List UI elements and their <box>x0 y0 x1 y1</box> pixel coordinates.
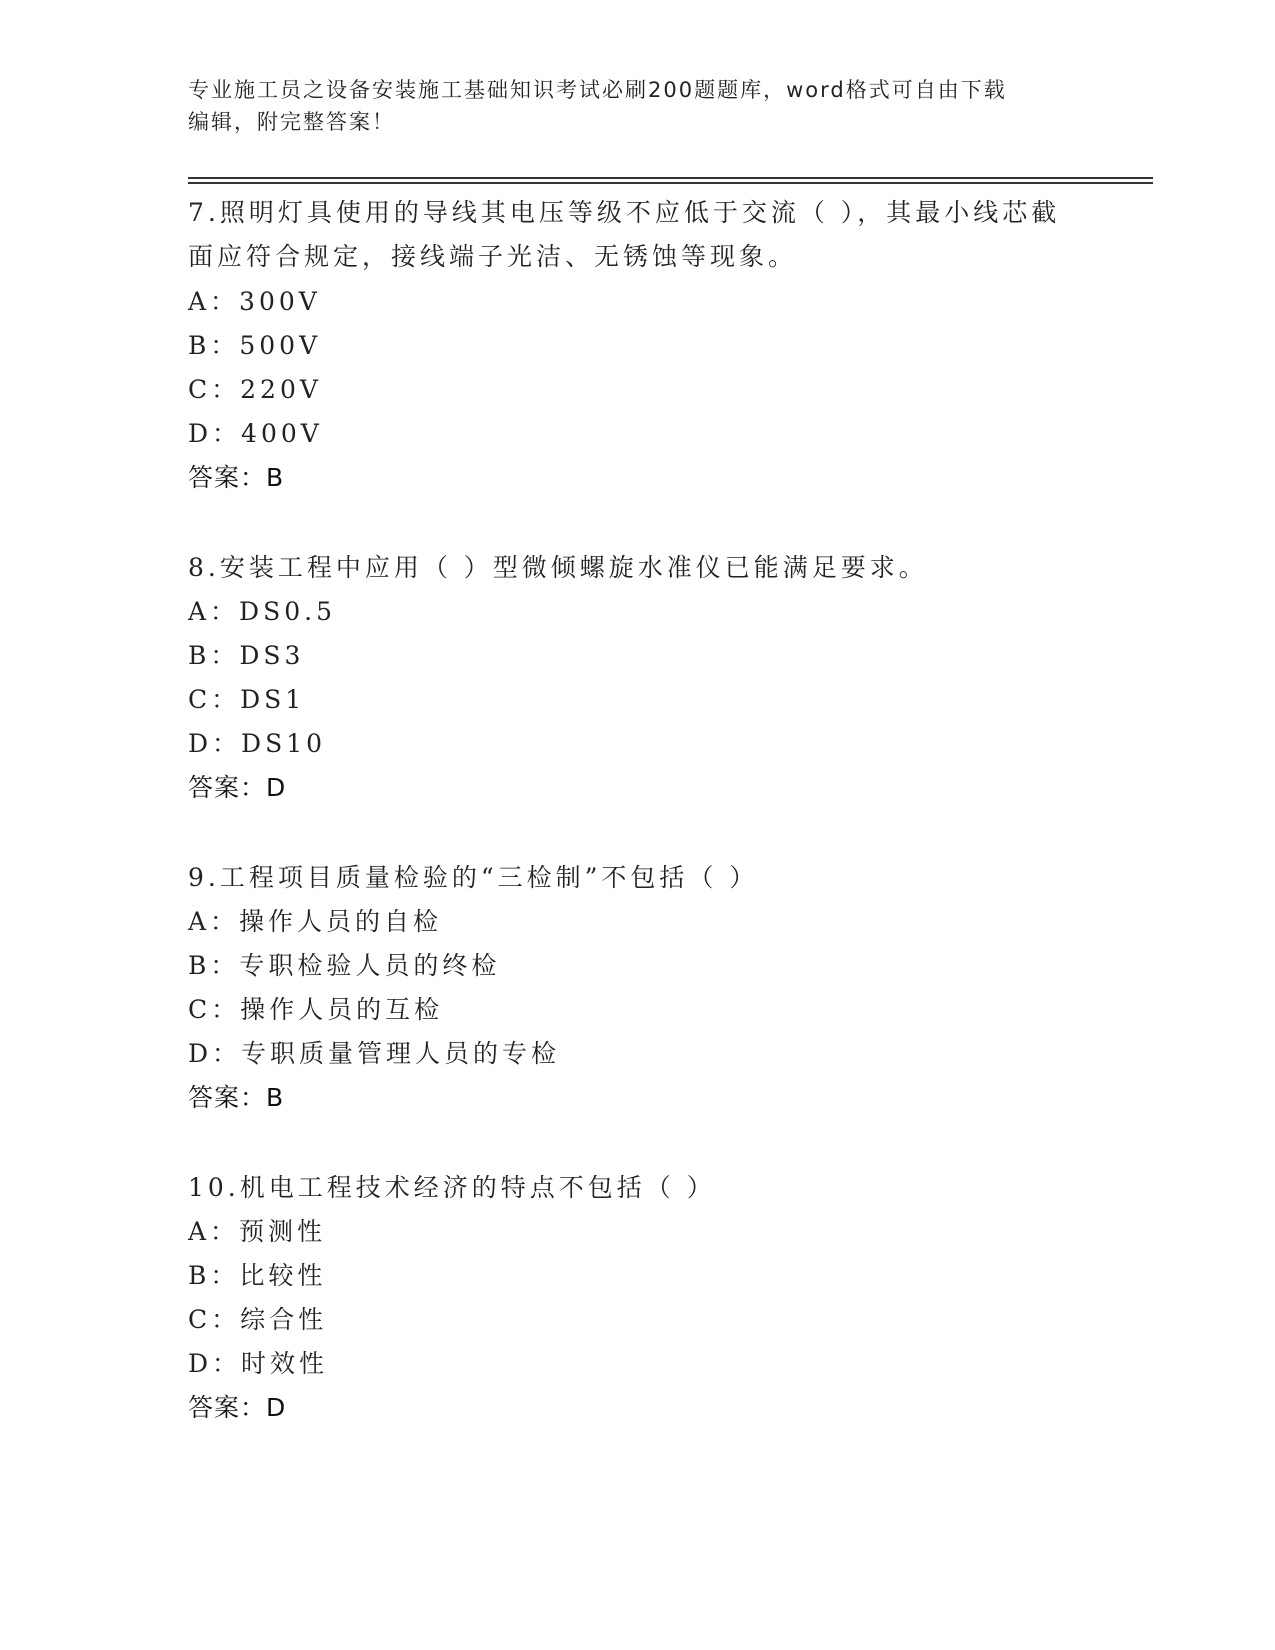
question-7-option-c: C：220V <box>188 375 322 404</box>
question-7-option-d: D：400V <box>188 419 323 448</box>
question-9-stem: 9.工程项目质量检验的“三检制”不包括（ ） <box>188 863 759 892</box>
header-rule-bottom <box>188 182 1153 184</box>
question-7-stem-line-2: 面应符合规定，接线端子光洁、无锈蚀等现象。 <box>188 242 798 271</box>
question-8-answer: 答案：D <box>188 773 287 802</box>
question-9-option-b: B：专职检验人员的终检 <box>188 951 501 980</box>
question-10-option-a: A：预测性 <box>188 1217 327 1246</box>
question-7-option-a: A：300V <box>188 287 321 316</box>
question-7-answer: 答案：B <box>188 463 285 492</box>
question-10-option-d: D：时效性 <box>188 1349 329 1378</box>
question-9-answer: 答案：B <box>188 1083 285 1112</box>
question-8-option-b: B：DS3 <box>188 641 305 670</box>
document-header-line-1: 专业施工员之设备安装施工基础知识考试必刷200题题库，word格式可自由下载 <box>188 78 1007 102</box>
question-10-option-b: B：比较性 <box>188 1261 327 1290</box>
question-9-option-d: D：专职质量管理人员的专检 <box>188 1039 561 1068</box>
document-header-line-2: 编辑，附完整答案！ <box>188 110 395 134</box>
question-10-option-c: C：综合性 <box>188 1305 328 1334</box>
question-9-option-c: C：操作人员的互检 <box>188 995 444 1024</box>
header-rule-top <box>188 177 1153 179</box>
question-7-stem-line-1: 7.照明灯具使用的导线其电压等级不应低于交流（ ），其最小线芯截 <box>188 198 1061 227</box>
question-8-option-a: A：DS0.5 <box>188 597 336 626</box>
question-9-option-a: A：操作人员的自检 <box>188 907 443 936</box>
question-10-answer: 答案：D <box>188 1393 287 1422</box>
question-8-stem: 8.安装工程中应用（ ）型微倾螺旋水准仪已能满足要求。 <box>188 553 928 582</box>
question-8-option-d: D：DS10 <box>188 729 327 758</box>
question-7-option-b: B：500V <box>188 331 322 360</box>
question-8-option-c: C：DS1 <box>188 685 306 714</box>
question-10-stem: 10.机电工程技术经济的特点不包括（ ） <box>188 1173 716 1202</box>
